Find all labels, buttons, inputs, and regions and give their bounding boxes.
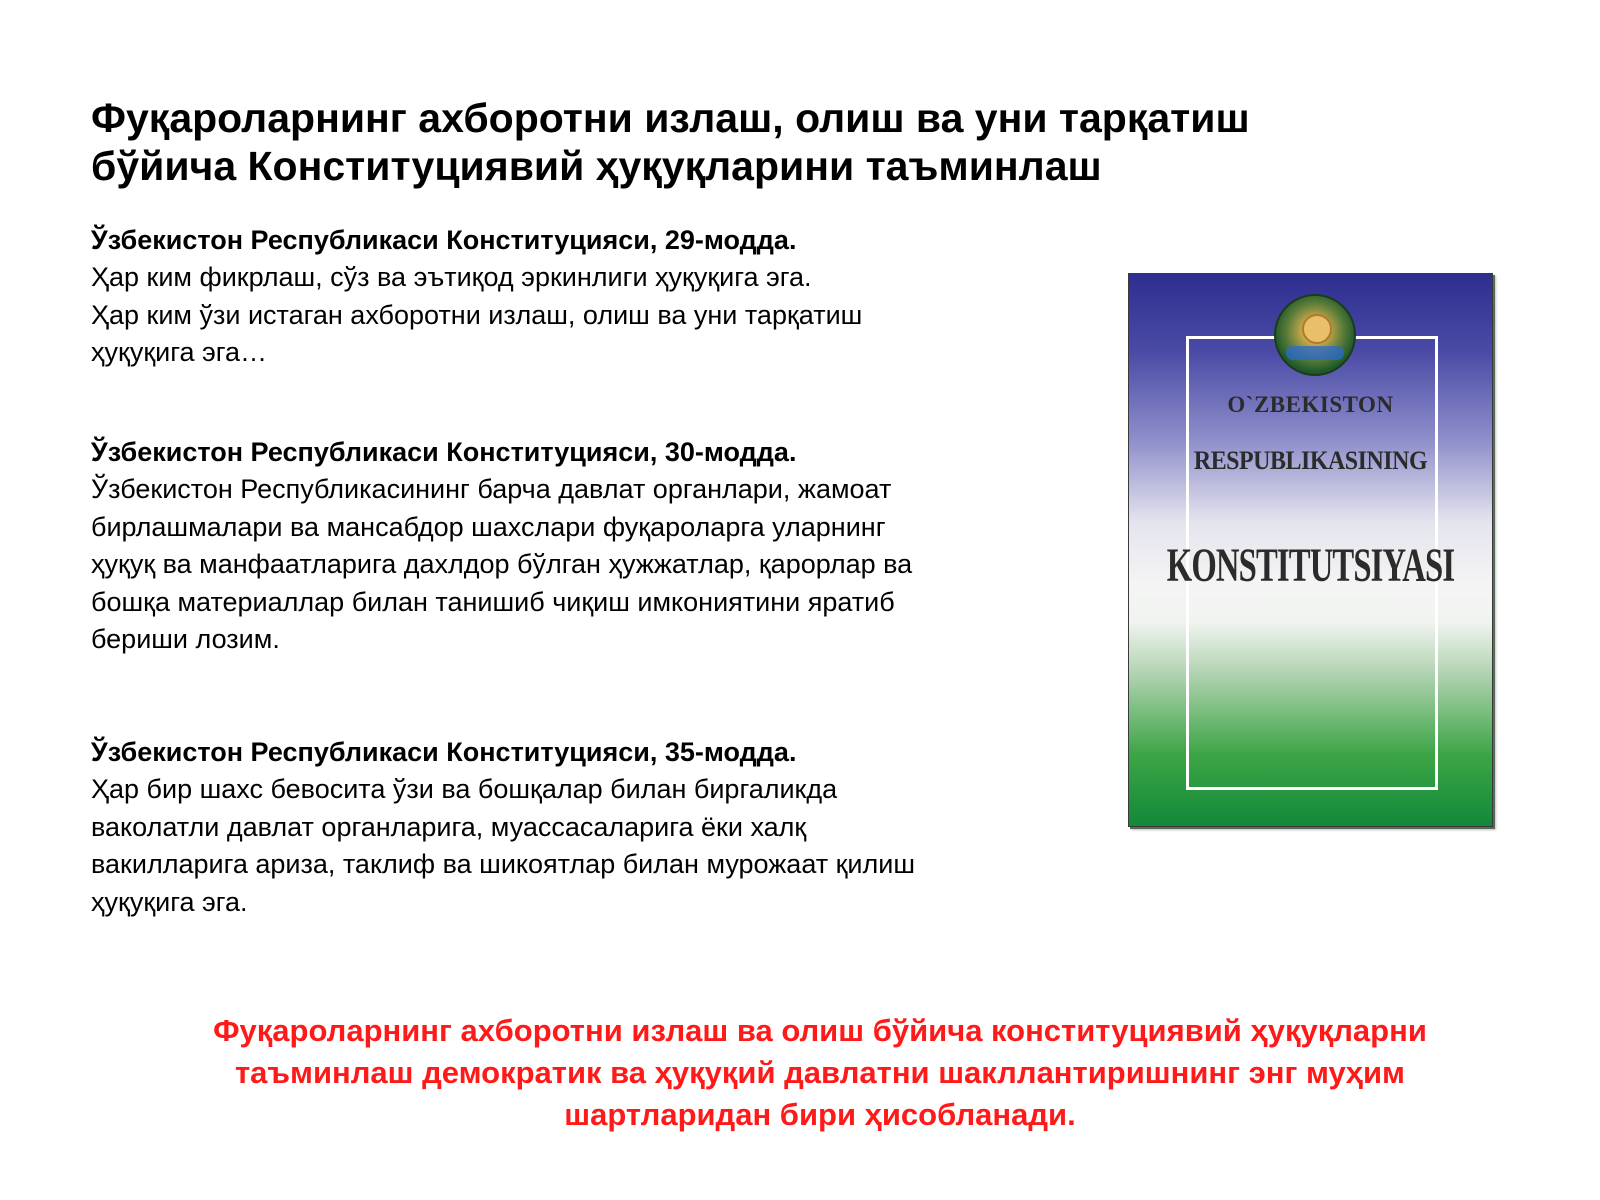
article-text-line: бериши лозим. [91,624,280,654]
conclusion-line: таъминлаш демократик ва ҳуқуқий давлатни шакллантиришнинг энг муҳим [235,1055,1405,1090]
article-heading: Ўзбекистон Республикаси Конституцияси, 29-модда. [91,225,797,255]
article-35 [91,734,1071,921]
constitution-book-cover-image [1128,273,1493,827]
cover-title-line: RESPUBLIKASINING [1193,446,1428,475]
article-text-line: Ҳар бир шахс бевосита ўзи ва бошқалар билан биргаликда [91,774,838,804]
conclusion-line: Фуқароларнинг ахборотни излаш ва олиш бўйича конституциявий ҳуқуқларни [213,1013,1427,1048]
article-text-line: бошқа материаллар билан танишиб чиқиш имкониятини яратиб [91,586,895,617]
article-heading: Ўзбекистон Республикаси Конституцияси, 35-модда. [91,737,797,767]
article-text-line: бирлашмалари ва мансабдор шахслари фуқароларга уларнинг [91,511,886,542]
article-text-line: ҳуқуқ ва манфаатларига дахлдор бўлган ҳужжатлар, қарорлар ва [91,549,913,579]
article-30 [91,434,1071,659]
slide-title-line: бўйича Конституциявий ҳуқуқларини таъминлаш [91,143,1102,189]
article-29 [91,222,1071,372]
article-text-line: Ҳар ким ўзи истаган ахборотни излаш, олиш ва уни тарқатиш [91,299,863,330]
cover-title-line: KONSTITUTSIYASI [1166,539,1455,593]
article-text-line: вакилларига ариза, таклиф ва шикоятлар билан мурожаат қилиш [91,849,916,879]
article-text-line: ваколатли давлат органларига, муассасаларига ёки халқ [91,811,807,842]
slide-title-line: Фуқароларнинг ахборотни излаш, олиш ва уни тарқатиш [91,95,1250,141]
cover-title-line: O`ZBEKISTON [1227,392,1394,417]
article-heading: Ўзбекистон Республикаси Конституцияси, 30-модда. [91,437,797,467]
article-text-line: ҳуқуқига эга… [91,337,268,367]
article-text-line: ҳуқуқига эга. [91,886,248,917]
article-text-line: Ҳар ким фикрлаш, сўз ва эътиқод эркинлиги ҳуқуқига эга. [91,262,812,292]
slide-title [91,94,1411,190]
state-emblem-icon [1274,294,1356,376]
conclusion-line: шартларидан бири ҳисобланади. [564,1097,1076,1132]
conclusion-text [100,1010,1540,1136]
article-text-line: Ўзбекистон Республикасининг барча давлат органлари, жамоат [91,474,892,504]
